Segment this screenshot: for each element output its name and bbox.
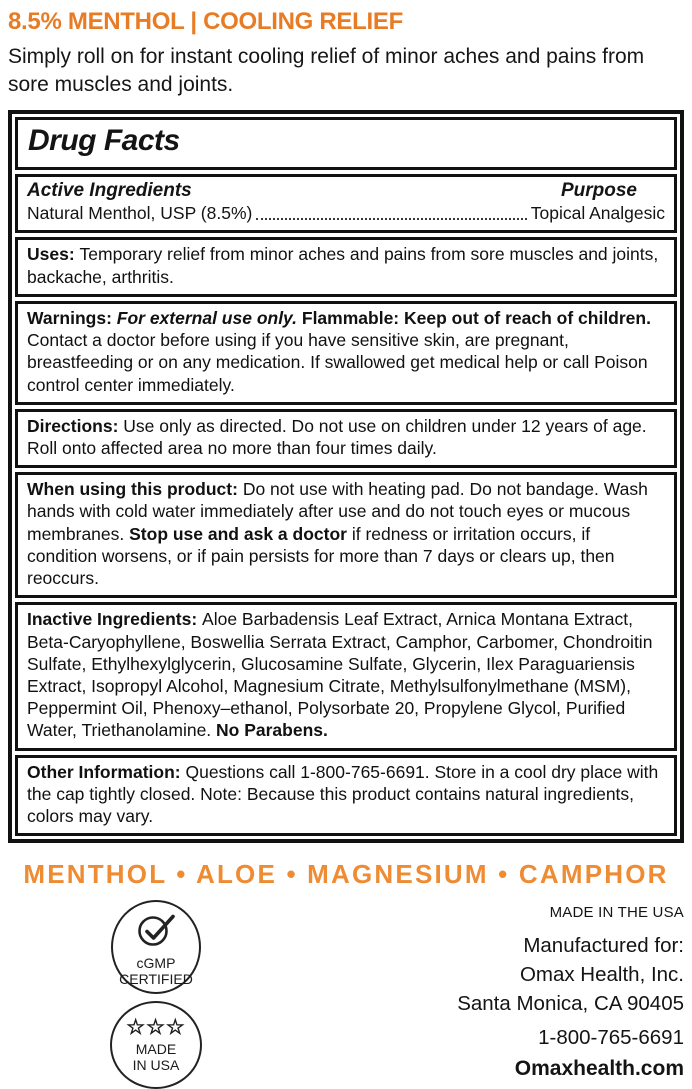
drug-facts-panel	[8, 110, 684, 843]
text-segment: Other Information:	[27, 761, 186, 782]
certification-badges	[110, 900, 202, 1089]
text-segment: Inactive Ingredients:	[27, 609, 203, 630]
manufacturer-info	[457, 900, 684, 1083]
ingredient-name: Natural Menthol, USP (8.5%)	[27, 203, 253, 224]
active-ingredients-section	[15, 174, 677, 233]
purpose-label: Purpose	[560, 180, 637, 202]
drug-facts-title: Drug Facts	[15, 117, 677, 170]
text-segment: When using this product:	[27, 479, 243, 500]
text-segment: Contact a doctor before using if you have sensitive skin, are pregnant, breastfeeding or on any medication. If swallowed get medical help or call Poison control center immediately.	[27, 330, 648, 395]
text-segment: Use only as directed. Do not use on children under 12 years of age. Roll onto affected area no more than four times daily.	[27, 415, 647, 458]
drug-facts-section-when-using	[15, 472, 677, 598]
text-segment: Questions call 1-800-765-6691. Store in a cool dry place with the cap tightly closed. Note: Because this product contains natural ingredients, colors may vary.	[27, 761, 659, 827]
text-segment: Flammable: Keep out of reach of children.	[301, 307, 651, 328]
drug-facts-section-uses	[15, 237, 677, 296]
cgmp-label: cGMP	[136, 954, 176, 971]
purpose-value: Topical Analgesic	[530, 203, 665, 224]
active-ingredients-label: Active Ingredients	[27, 180, 192, 202]
text-segment: if redness or irritation occurs, if condition worsens, or if pain persists for more than 7 days or clears up, then reoccurs.	[27, 523, 615, 589]
active-ingredient-row	[27, 203, 665, 224]
text-segment: Temporary relief from minor aches and pains from sore muscles and joints, backache, arthritis.	[27, 244, 659, 287]
text-segment: For external use only.	[116, 307, 302, 328]
in-usa-label: IN USA	[132, 1057, 180, 1074]
website-url: Omaxhealth.com	[514, 1056, 684, 1080]
text-segment: Do not use with heating pad. Do not bandage. Wash hands with cold water immediately after use and do not touch eyes or mucous membranes.	[27, 479, 648, 544]
made-in-usa-text: MADE IN THE USA	[549, 904, 684, 922]
manufactured-for-label: Manufactured for:	[523, 934, 684, 958]
three-stars-icon: ☆☆☆	[126, 1016, 186, 1040]
text-segment: Aloe Barbadensis Leaf Extract, Arnica Montana Extract, Beta-Caryophyllene, Boswellia Serrata Extract, Camphor, Carbomer, Chondroitin Sulfate, Ethylhexylglycerin, Glucosamine Sulfate, Glycerin, Ilex Paraguariensis Extract, Isopropyl Alcohol, Magnesium Citrate, Methylsulfonylmethane (MSM), Peppermint Oil, Phenoxy–ethanol, Polysorbate 20, Propylene Glycol, Purified Water, Triethanolamine.	[27, 609, 653, 741]
product-claim-title: 8.5% MENTHOL | COOLING RELIEF	[8, 8, 403, 35]
dotted-leader	[256, 218, 526, 220]
drug-facts-section-warnings	[15, 301, 677, 405]
text-segment: Stop use and ask a doctor	[129, 523, 352, 544]
made-in-usa-badge	[110, 1001, 202, 1089]
made-label: MADE	[135, 1041, 177, 1058]
certified-label: CERTIFIED	[119, 970, 193, 987]
text-segment: No Parabens.	[216, 720, 328, 741]
drug-facts-section-other-information	[15, 755, 677, 837]
ingredients-banner: MENTHOL • ALOE • MAGNESIUM • CAMPHOR	[23, 859, 669, 890]
cgmp-badge	[111, 900, 201, 994]
text-segment: Directions:	[27, 415, 124, 436]
text-segment: Uses:	[27, 244, 80, 265]
company-address: Santa Monica, CA 90405	[457, 992, 684, 1016]
company-name: Omax Health, Inc.	[519, 963, 684, 987]
drug-facts-section-inactive-ingredients	[15, 602, 677, 750]
phone-number: 1-800-765-6691	[538, 1025, 684, 1049]
active-ingredients-header-row	[27, 180, 665, 202]
footer	[8, 900, 684, 1089]
drug-facts-section-directions	[15, 409, 677, 468]
product-description: Simply roll on for instant cooling relief of minor aches and pains from sore muscles and joints.	[8, 45, 645, 96]
check-circle-icon	[134, 910, 178, 955]
text-segment: Warnings:	[27, 307, 117, 328]
